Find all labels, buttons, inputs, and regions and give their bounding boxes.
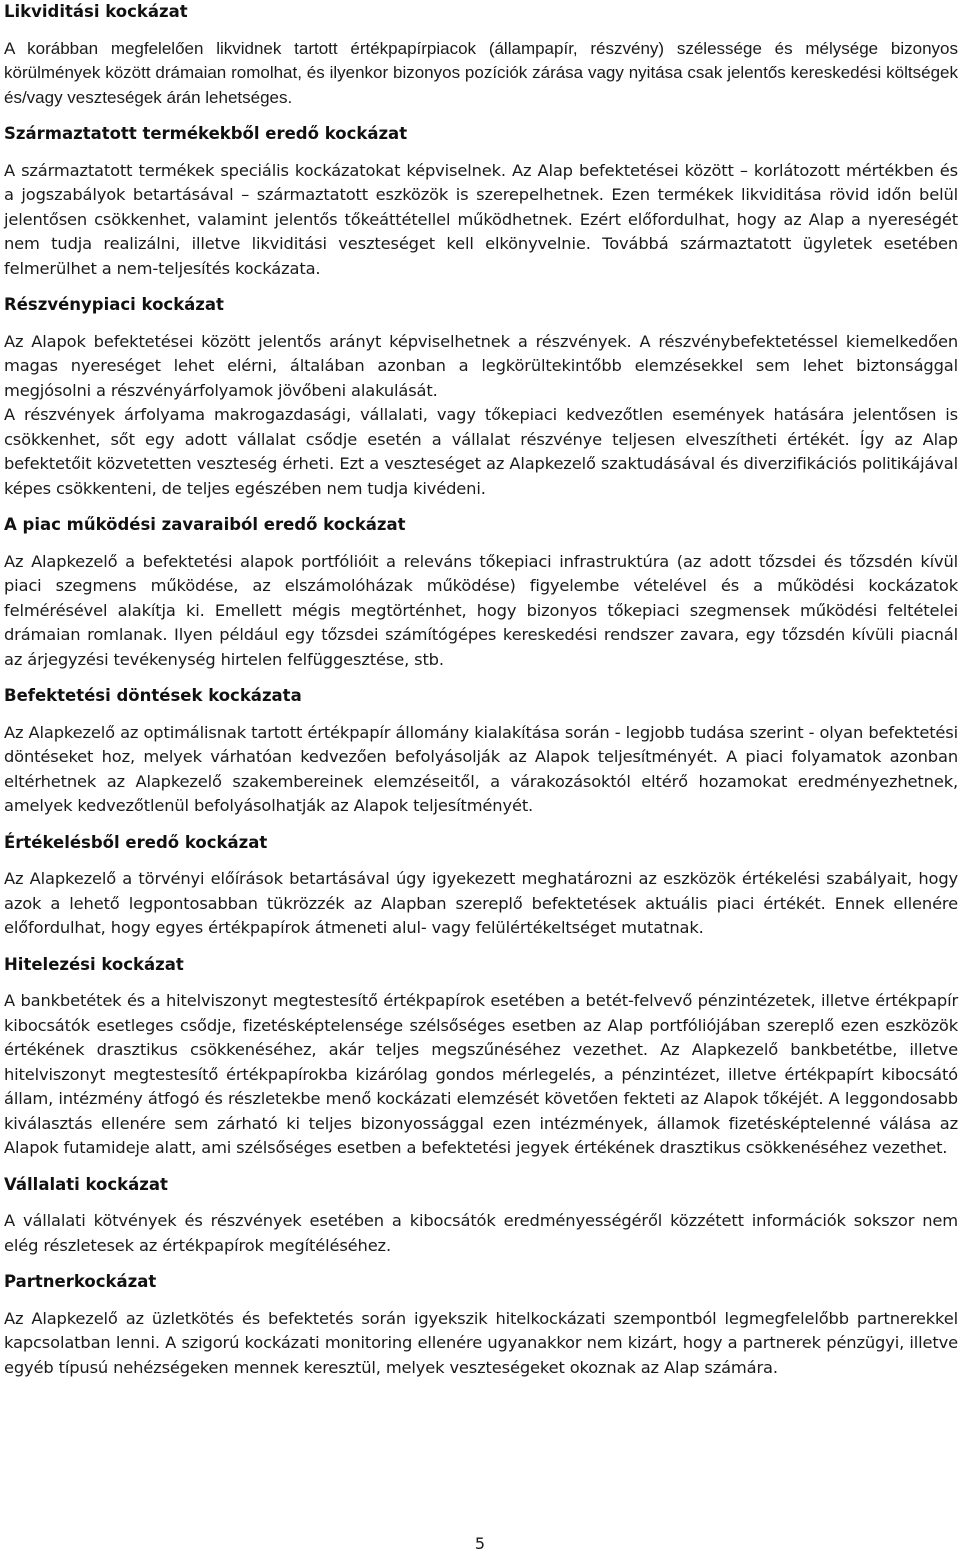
section-ertekelesbol-eredo bbox=[4, 831, 958, 941]
document-body bbox=[4, 0, 958, 1380]
page-number: 5 bbox=[474, 1534, 486, 1553]
section-likviditasi-kockazat bbox=[4, 0, 958, 110]
section-paragraph: A származtatott termékek speciális kockázatokat képviselnek. Az Alap befektetései között – korlátozott mértékben és a jogszabályok betartásával – származtatott eszközök is szerepelhetnek. Ezen termékek likviditása rövid időn belül jelentősen csökkenhet, valamint jelentős tőkeáttétellel működhetnek. Ezért előfordulhat, hogy az Alap a nyereségét nem tudja realizálni, illetve likviditási veszteséget kell elkönyvelnie. Továbbá származtatott ügyletek esetében felmerülhet a nem-teljesítés kockázata. bbox=[4, 160, 958, 278]
section-heading: A piac működési zavaraiból eredő kockázat bbox=[4, 515, 406, 534]
section-heading: Értékelésből eredő kockázat bbox=[4, 832, 268, 852]
section-paragraph: A bankbetétek és a hitelviszonyt megtestesítő értékpapírok esetében a betét-felvevő pénzintézetek, illetve értékpapír kibocsátók esetleges csődje, fizetésképtelensége szélsőséges esetben az Alap portfóliójában szereplő ezen eszközök értékének drasztikus csökkenéséhez, akár teljes megszűnéséhez vezethet. Az Alapkezelő bankbetétbe, illetve hitelviszonyt megtestesítő értékpapírokba kizárólag gondos mérlegelés, a pénzintézet, illetve értékpapírt kibocsátó állam, intézmény átfogó és részletekbe menő kockázati elemzését követően fekteti az Alapok tőkéjét. A leggondosabb kiválasztás ellenére sem zárható ki teljes bizonyossággal ezen intézmények, államok fizetésképtelenné válása az Alapok futamideje alatt, ami szélsőséges esetben a befektetési jegyek értékének drasztikus csökkenéséhez vezethet. bbox=[4, 991, 958, 1157]
section-heading: Hitelezési kockázat bbox=[4, 954, 184, 974]
section-paragraph: A korábban megfelelően likvidnek tartott értékpapírpiacok (állampapír, részvény) szélessége és mélysége bizonyos körülmények között drámaian romolhat, és ilyenkor bizonyos pozíciók zárása vagy nyitása csak jelentős kereskedési költségek és/vagy veszteségek árán lehetséges. bbox=[4, 38, 958, 107]
section-paragraph: Az Alapkezelő a befektetési alapok portfólióit a releváns tőkepiaci infrastruktúra (az adott tőzsdei és tőzsdén kívül piaci szegmens működése, az elszámolóházak működése) figyelembe vételével és a működési kockázatok felmérésével alakítja ki. Emellett mégis megtörténhet, hogy bizonyos tőkepiaci szegmensek működési feltételei drámaian romlanak. Ilyen például egy tőzsdei számítógépes kereskedési rendszer zavara, egy tőzsdén kívüli piacnál az árjegyzési tevékenység hirtelen felfüggesztése, stb. bbox=[4, 551, 958, 669]
section-paragraph: Az Alapkezelő az optimálisnak tartott értékpapír állomány kialakítása során - legjobb tudása szerint - olyan befektetési döntéseket hoz, melyek várhatóan kedvezően befolyásolják az Alapok teljesítményét. A piaci folyamatok azonban eltérhetnek az Alapkezelő szakembereinek elemzéseitől, a várakozásoktól eltérő hozamokat eredményezhetnek, amelyek kedvezőtlenül befolyásolhatják az Alapok teljesítményét. bbox=[4, 722, 958, 815]
section-heading: Partnerkockázat bbox=[4, 1272, 157, 1291]
section-heading: Vállalati kockázat bbox=[4, 1174, 168, 1194]
section-heading: Likviditási kockázat bbox=[4, 2, 188, 21]
section-paragraph: A részvények árfolyama makrogazdasági, vállalati, vagy tőkepiaci kedvezőtlen események hatására jelentősen is csökkenhet, sőt egy adott vállalat csődje esetén a vállalat részvénye teljesen elveszítheti értékét. Így az Alap befektetőit közvetetten veszteség érheti. Ezt a veszteséget az Alapkezelő szaktudásával és diverzifikációs politikájával képes csökkenteni, de teljes egészében nem tudja kivédeni. bbox=[4, 405, 958, 498]
section-heading: Befektetési döntések kockázata bbox=[4, 686, 302, 705]
section-paragraph: Az Alapkezelő az üzletkötés és befektetés során igyekszik hitelkockázati szempontból legmegfelelőbb partnerekkel kapcsolatban lenni. A szigorú kockázati monitoring ellenére ugyanakkor nem kizárt, hogy a partnerek pénzügyi, illetve egyéb típusú nehézségeken mennek keresztül, melyek veszteségeket okoznak az Alap számára. bbox=[4, 1308, 958, 1377]
section-partnerkockazat bbox=[4, 1270, 958, 1380]
section-paragraph: A vállalati kötvények és részvények esetében a kibocsátók eredményességéről közzétett információk sokszor nem elég részletesek az értékpapírok megítéléséhez. bbox=[4, 1211, 958, 1255]
section-paragraph: Az Alapok befektetései között jelentős arányt képviselhetnek a részvények. A részvénybefektetéssel kiemelkedően magas nyereséget lehet elérni, általában azonban a legkörültekintőbb elemzésekkel sem lehet biztonsággal megjósolni a részvényárfolyamok jövőbeni alakulását. bbox=[4, 331, 958, 400]
section-paragraph: Az Alapkezelő a törvényi előírások betartásával úgy igyekezett meghatározni az eszközök értékelési szabályait, hogy azok a lehető legpontosabban tükrözzék az Alapban szereplő befektetések aktuális piaci értékét. Ennek ellenére előfordulhat, hogy egyes értékpapírok átmeneti alul- vagy felülértékeltséget mutatnak. bbox=[4, 869, 958, 937]
section-reszvenypiaci-kockazat bbox=[4, 293, 958, 501]
section-hitelezesi-kockazat bbox=[4, 953, 958, 1161]
section-befektetesi-dontesek bbox=[4, 684, 958, 819]
section-heading: Származtatott termékekből eredő kockázat bbox=[4, 124, 408, 143]
section-vallalati-kockazat bbox=[4, 1173, 958, 1259]
section-piac-mukodesi-zavarai bbox=[4, 513, 958, 672]
section-heading: Részvénypiaci kockázat bbox=[4, 295, 224, 314]
section-szarmaztatott-termekek bbox=[4, 122, 958, 281]
